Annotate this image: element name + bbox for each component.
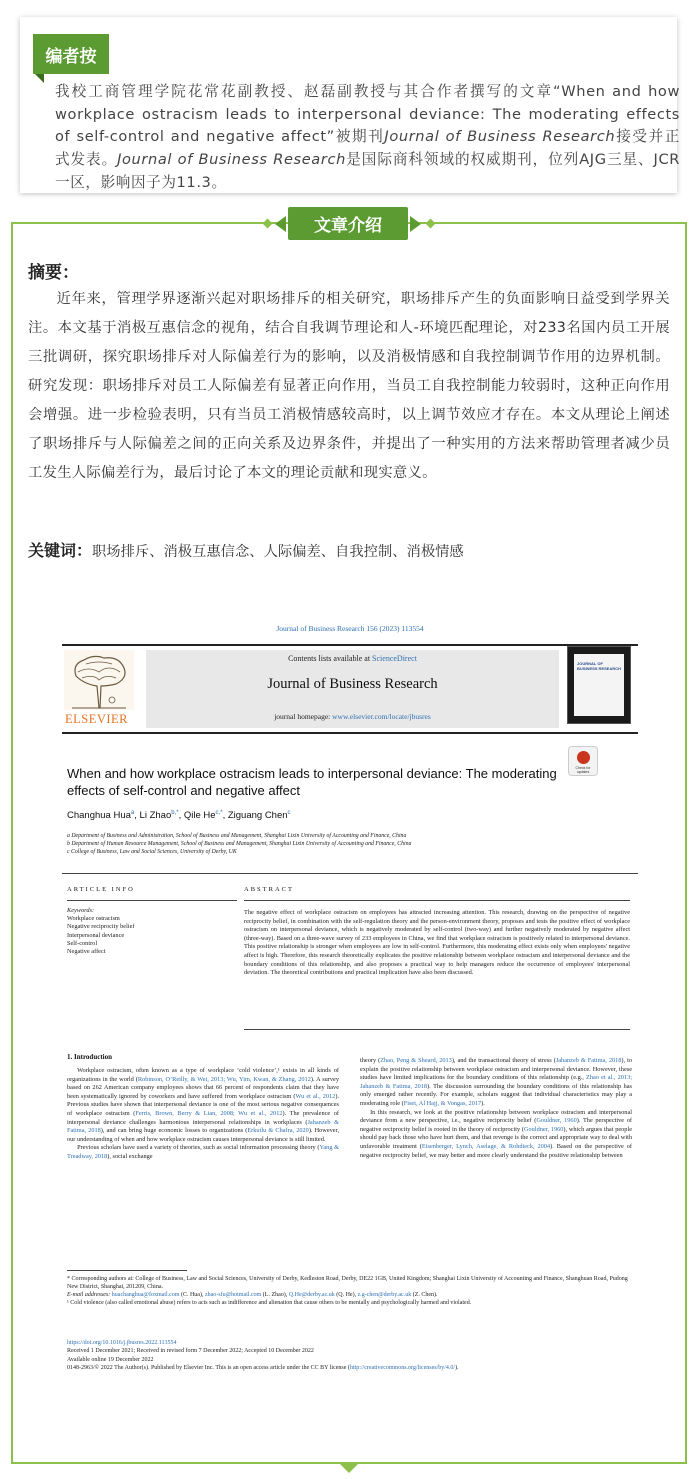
email-link[interactable]: huachanghua@foxmail.com [111,1292,180,1298]
license-text-end: ). [455,1364,459,1371]
citation-link[interactable]: Erkutlu & Chafra, 2020 [247,1127,309,1135]
license-line [67,1364,632,1372]
journal-cover [567,646,631,724]
intro-heading: 1. Introduction [67,1053,112,1061]
journal-header-box [146,650,559,728]
cover-text: JOURNAL OF BUSINESS RESEARCH [577,661,622,671]
citation-link[interactable]: Fiset, Al Hajj, & Vongas, 2017 [403,1099,482,1107]
license-link[interactable]: http://creativecommons.org/licenses/by/4.0/ [349,1364,456,1371]
keywords [28,538,464,561]
keywords-label: 关键词： [28,541,93,560]
author-sup[interactable]: a [130,810,135,816]
keywords-value: 职场排斥、消极互惠信念、人际偏差、自我控制、消极情感 [92,544,464,560]
email-owner: (C. Hua), [180,1292,204,1298]
license-text: 0148-2963/© 2022 The Author(s). Published by Elsevier Inc. This is an open access article under the CC BY license ( [67,1364,350,1371]
homepage-prefix: journal homepage: [274,712,331,721]
affiliation: c College of Business, Law and Social Sciences, University of Derby, UK [67,849,237,855]
paragraph [67,1144,339,1161]
author-sup[interactable]: b,* [171,810,179,816]
editor-note-text-part3: 是国际商科领域的权威期刊，位列AJG三星、JCR一区，影响因子为11.3。 [55,151,680,191]
section-banner: 文章介绍 [288,207,408,240]
text: ). The prevalence of interpersonal deviance challenges harmonious interpersonal relationships in workplaces ( [67,1109,339,1126]
authors: Changhua Hua$^a$, Li Zhao$^{b,*}$, Qile $He^{c,*}$, Ziguang Chen$^c$ [67,810,291,822]
elsevier-wordmark: ELSEVIER [65,712,129,726]
check-updates-icon [577,751,590,764]
corresponding-note: * Corresponding authors at: College of Business, Law and Social Sciences, University of Derby, Kedleston Road, Derby, DE22 1GB, United Kingdom; Shanghai Lixin University of Accounting and Finance, Shanghuan Road, Pudong New District, Shanghai, 201209, China. [67,1276,628,1290]
paper-title: When and how workplace ostracism leads to interpersonal deviance: The moderating effects of self-control and negative affect [67,766,557,798]
summary-body: 近年来，管理学界逐渐兴起对职场排斥的相关研究，职场排斥产生的负面影响日益受到学界关注。本文基于消极互惠信念的视角，结合自我调节理论和人-环境匹配理论，对233名国内员工开展三批调研，探究职场排斥对人际偏差行为的影响，以及消极情感和自我控制调节作用的边界机制。研究发现：职场排斥对员工人际偏差有显著正向作用，当员工自我控制能力较弱时，这种正向作用会增强。进一步检验表明，只有当员工消极情感较高时，以上调节效应才存在。本文从理论上阐述了职场排斥与人际偏差之间的正向关系及边界条件，并提出了一种实用的方法来帮助管理者减少员工发生人际偏差行为，最后讨论了本文的理论贡献和现实意义。 [28,291,670,481]
editor-note-text-part1: 我校工商管理学院花常花副教授、赵磊副教授与其合作者撰写的文章“When and how workplace ostracism leads to interpersonal deviance: The moderating effects of self-control and negative affect”被期刊 [55,83,680,146]
text: ). However, our understanding of when and how workplace ostracism causes interpersonal deviance is still limited. [67,1127,340,1143]
available-date: Available online 19 December 2022 [67,1356,154,1363]
email-line [67,1291,632,1299]
column-left [67,1067,339,1162]
summary-title: 摘要： [28,263,79,283]
paper-keywords-label: Keywords: [67,907,95,914]
text: ). [481,1099,485,1107]
homepage-line [146,712,559,721]
paragraph [360,1109,632,1161]
publication-info [67,1339,632,1372]
text: ). A survey based on 262 American company employees shows that 66 percent of respondents claim that they have been systematically ignored by coworkers and have suffered from workplace ostracism ( [67,1075,339,1100]
text: Previous scholars have used a variety of theories, such as social information processing theory ( [77,1144,320,1152]
paper-keyword: Self-control [67,939,98,947]
journal-cover-inner [574,654,624,716]
text: theory ( [360,1057,381,1064]
paper-keywords [67,907,134,956]
text: ). Previous studies have shown that interpersonal deviance is one of the most serious negative consequences of workplace ostracism ( [67,1092,339,1117]
paper-journal-line: Journal of Business Research 156 (2023) 113554 [276,624,424,633]
citation-link[interactable]: Jahanzeb & Fatima, 2018 [67,1118,339,1135]
text: ), and the transactional theory of stress ( [451,1057,556,1064]
editor-note-text [55,81,680,195]
citation-link[interactable]: Zhao et al., 2013; Jahanzeb & Fatima, 2018 [360,1074,632,1090]
text: ). Based on the perspective of negative reciprocity belief, we may better and more clearly understand the positive relationship between [360,1142,633,1159]
author-name: Li Zhao [139,810,172,822]
rule [67,900,237,901]
text: ), social exchange [107,1152,153,1160]
text: Workplace ostracism, often known as a type of workplace ‘cold violence’,¹ exists in all kinds of organizations in the world ( [67,1067,339,1083]
paper-keyword: Workplace ostracism [67,915,120,923]
header-rule [62,644,638,646]
email-link[interactable]: z.g-chen@derby.ac.uk [357,1292,412,1298]
journal-name: Journal of Business Research [117,151,346,169]
editor-note-tag: 编者按 [33,34,109,74]
text: ). The perspective of negative reciprocity belief is rooted in the theory of reciprocity ( [360,1117,632,1133]
sciencedirect-link[interactable]: ScienceDirect [372,654,417,663]
article-info-head: ARTICLE INFO [67,886,135,893]
bottom-triangle-decoration [339,1463,359,1473]
check-for-updates-badge[interactable] [568,746,598,776]
check-updates-label: Check for updates [575,766,591,774]
email-owner: (Z. Chen). [412,1292,438,1298]
homepage-link[interactable]: www.elsevier.com/locate/jbusres [332,712,431,721]
author-sup[interactable]: c,* [215,810,223,816]
text: ), which argues that people should pay back those who have hurt them, and that revenge is the correct and appropriate way to deal with unfavorable treatment ( [360,1125,633,1150]
citation-link[interactable]: Eisenberger, Lynch, Aselage, & Rohdieck, 2004 [421,1142,551,1150]
editor-note-text-part2: 接受并正式发表。 [55,128,680,169]
rule [62,873,638,874]
journal-title: Journal of Business Research [267,676,438,692]
paper-first-page [62,620,638,1380]
email-link[interactable]: zhao-sfu@hotmail.com [204,1292,262,1298]
citation-link[interactable]: Robinson, O’Reilly, & Wei, 2013; Wu, Yim, Kwan, & Zhang, 2012 [137,1075,311,1083]
doi-link[interactable]: https://doi.org/10.1016/j.jbusres.2022.113554 [67,1340,177,1346]
email-link[interactable]: Q.He@derby.ac.uk [288,1292,335,1298]
citation-link[interactable]: Gouldner, 1960 [536,1117,577,1125]
paper-keyword: Interpersonal deviance [67,931,125,939]
contents-prefix: Contents lists available at [288,654,371,663]
column-right [360,1057,632,1160]
author-name: Qile He [183,810,216,822]
paragraph [360,1057,632,1109]
text: ), and can bring huge economic losses to organizations ( [100,1127,248,1135]
paragraph [67,1067,339,1144]
journal-name: Journal of Business Research [384,128,616,146]
citation-link[interactable]: Zhao, Peng & Sheard, 2013 [380,1057,452,1064]
received-dates: Received 1 December 2021; Received in revised form 7 December 2022; Accepted 10 December 2022 [67,1348,314,1355]
footnote-rule [67,1270,187,1271]
email-owner: (Q. He), [336,1292,357,1298]
contents-line [146,654,559,663]
footnotes [67,1275,632,1307]
author-name: Ziguang Chen [227,810,288,822]
rule [244,900,630,901]
abstract-head: ABSTRACT [244,886,294,893]
affiliations [67,832,411,856]
email-label: E-mail addresses: [67,1292,111,1298]
affiliation: a Department of Business and Administration, School of Business and Management, Shanghai Lixin University of Accounting and Finance, China [67,833,407,839]
text: In this research, we look at the positive relationship between workplace ostracism and interpersonal deviance from a new perspective, i.e., negative reciprocity belief ( [360,1108,632,1125]
editor-note-card [20,17,680,193]
footnote-1: ¹ Cold violence (also called emotional abuse) refers to acts such as indifference and alienation that cause others to be mentally and psychologically harmed and violated. [67,1300,472,1306]
citation-link[interactable]: Jahanzeb & Fatima, 2018 [555,1057,622,1064]
author-name: Changhua Hua [67,810,131,822]
text: ). The discussion surrounding the boundary conditions of this relationship has only emerged rather recently. For example, scholars suggest that individual characteristics may play a moderating role ( [360,1082,632,1107]
rule [244,1029,630,1030]
paper-abstract: The negative effect of workplace ostracism on employees has attracted increasing attention. This research, drawing on the perspective of negative reciprocity belief, in combination with the self-regulation theory and the person-environment theory, proposes and tests the positive effect of workplace ostracism on interpersonal deviance, which is negatively moderated by self-control (two-way) and further negatively moderated by negative affect (three-way). Based on a three-wave survey of 233 employees in China, we find that workplace ostracism is positively related to interpersonal deviance. This positive relationship is stronger when employees are low in self-control. Furthermore, this moderating effect exists only when employees' negative affect is high. Therefore, this research theoretically explicates the positive relationship between workplace ostracism and interpersonal deviance and the boundary conditions of this relationship, and also proposes a practical way to help managers reduce the occurrence of employees' interpersonal deviation. The theoretical contributions and practical implication have also been discussed. [244,909,630,977]
affiliation: b Department of Human Resource Management, School of Business and Management, Shanghai Lixin University of Accounting and Finance, China [67,841,412,847]
header-rule-bottom [62,732,638,734]
paper-keyword: Negative affect [67,948,106,956]
elsevier-tree-icon [64,650,134,720]
email-owner: (L. Zhao), [262,1292,288,1298]
citation-link[interactable]: Gouldner, 1960 [523,1125,564,1133]
author-sup[interactable]: c [287,810,291,816]
text: ), to explain the positive relationship between workplace ostracism and interpersonal deviance. However, these studies have limited implications for the boundary conditions of this relationship (e.g., [360,1057,632,1082]
citation-link[interactable]: Yang & Treadway, 2018 [67,1144,339,1160]
citation-link[interactable]: Wu et al., 2012 [295,1092,336,1100]
paper-keyword: Negative reciprocity belief [67,923,135,931]
citation-link[interactable]: Ferris, Brown, Berry & Lian, 2008; Wu et al., 2012 [135,1109,283,1117]
